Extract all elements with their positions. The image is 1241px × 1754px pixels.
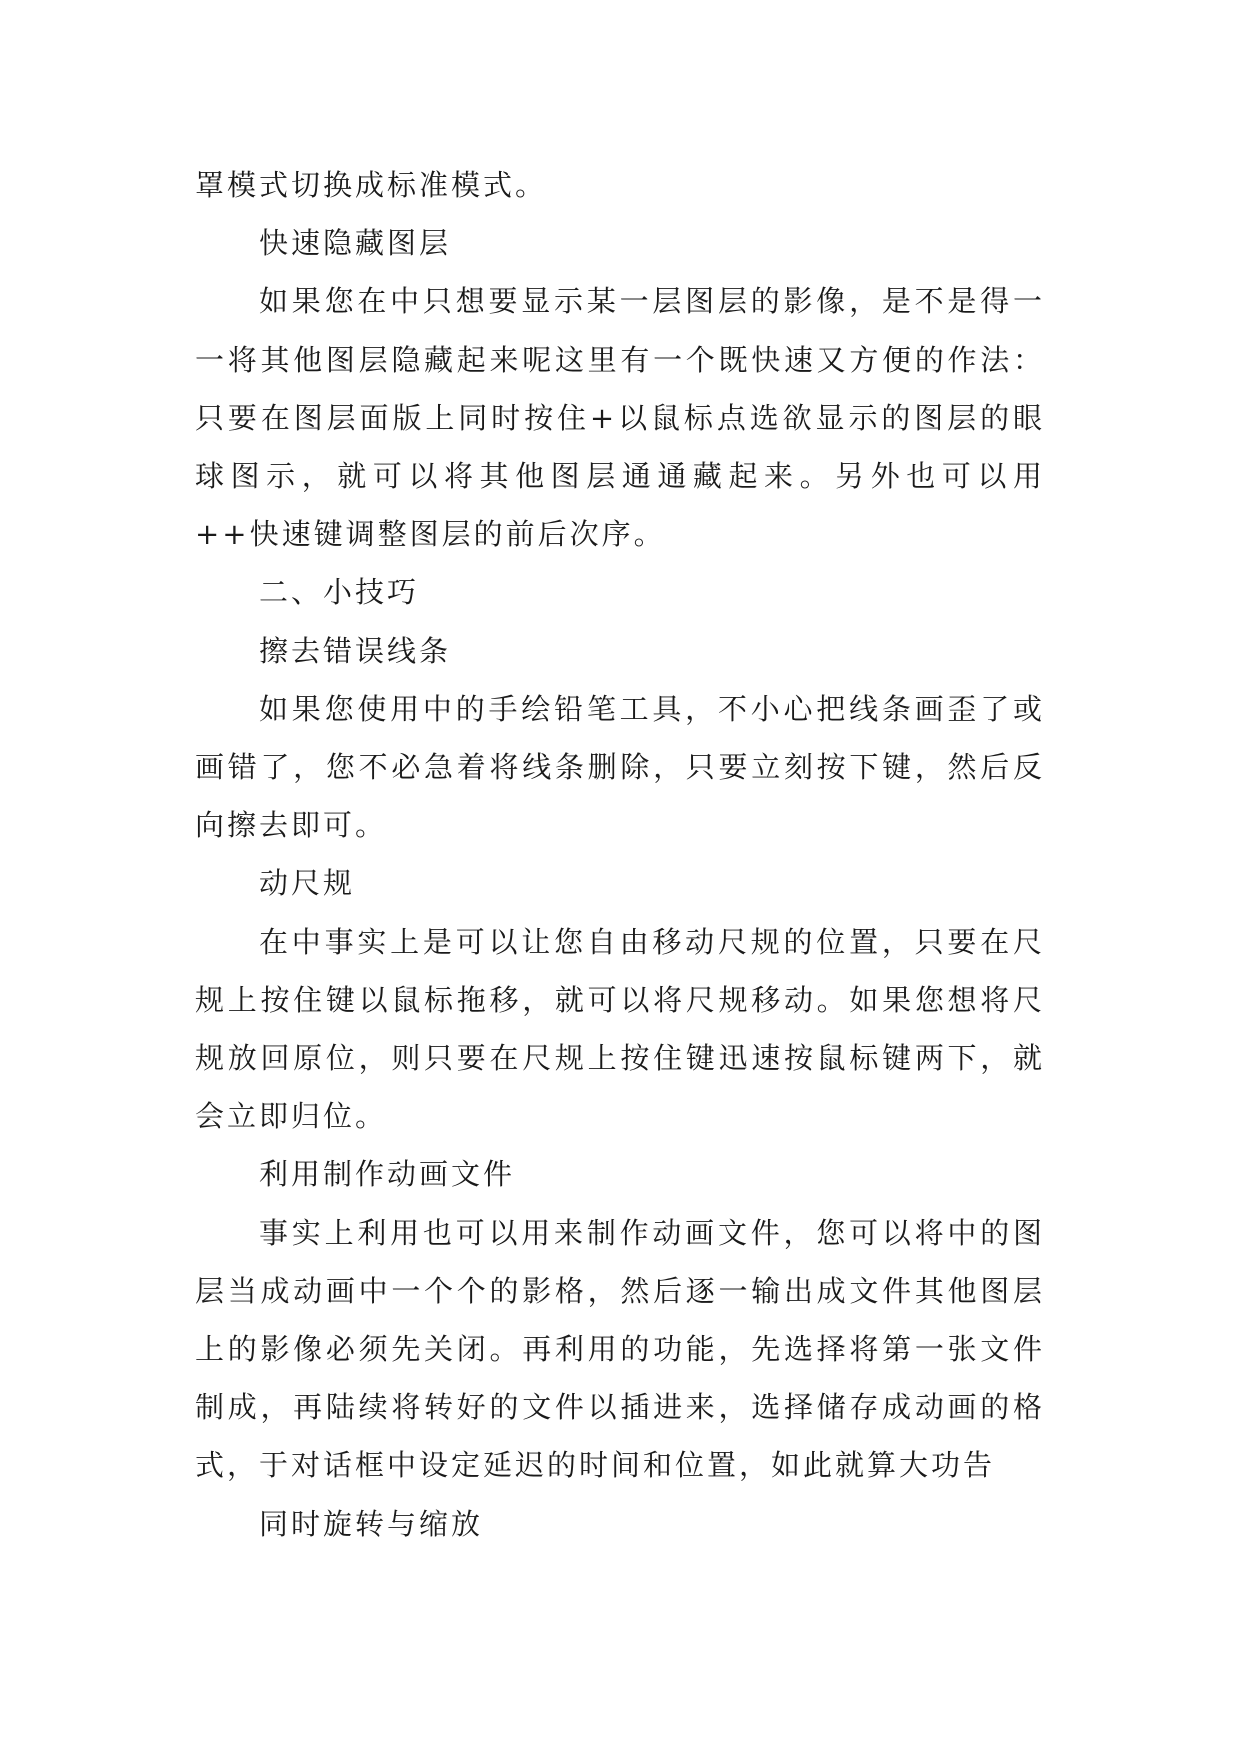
heading-hide-layers: 快速隐藏图层 bbox=[259, 226, 452, 261]
paragraph-hide-layers: 如果您在中只想要显示某一层图层的影像，是不是得一一将其他图层隐藏起来呢这里有一个既快速又方便的作法：只要在图层面版上同时按住+以鼠标点选欲显示的图层的眼球图示，就可以将其他图层通通藏起来。另外也可以用++快速键调整图层的前后次序。 bbox=[195, 284, 1045, 552]
paragraph-continuation: 罩模式切换成标准模式。 bbox=[195, 168, 548, 202]
paragraph-animation: 事实上利用也可以用来制作动画文件，您可以将中的图层当成动画中一个个的影格，然后逐一输出成文件其他图层上的影像必须先关闭。再利用的功能，先选择将第一张文件制成，再陆续将转好的文件以插进来，选择储存成动画的格式，于对话框中设定延迟的时间和位置，如此就算大功告 bbox=[195, 1215, 1045, 1483]
paragraph-ruler: 在中事实上是可以让您自由移动尺规的位置，只要在尺规上按住键以鼠标拖移，就可以将尺规移动。如果您想将尺规放回原位，则只要在尺规上按住键迅速按鼠标键两下，就会立即归位。 bbox=[195, 924, 1045, 1134]
section-heading-tips: 二、小技巧 bbox=[259, 575, 420, 610]
heading-ruler: 动尺规 bbox=[259, 866, 356, 901]
heading-animation: 利用制作动画文件 bbox=[259, 1157, 516, 1192]
paragraph-erase-lines: 如果您使用中的手绘铅笔工具，不小心把线条画歪了或画错了，您不必急着将线条删除，只要立刻按下键，然后反向擦去即可。 bbox=[195, 691, 1045, 843]
document-body bbox=[195, 156, 1045, 1553]
heading-erase-lines: 擦去错误线条 bbox=[259, 633, 452, 668]
heading-rotate-scale: 同时旋转与缩放 bbox=[259, 1506, 484, 1541]
